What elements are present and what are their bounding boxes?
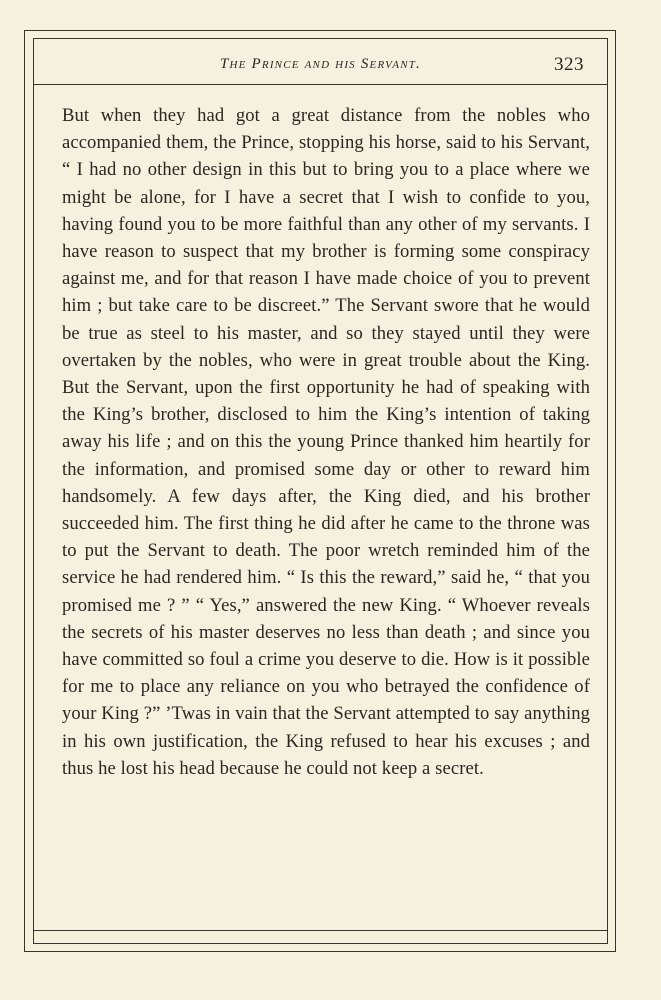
header-rule: [33, 84, 608, 85]
body-text: [62, 102, 590, 782]
page-number: 323: [554, 54, 584, 75]
paragraph: But when they had got a great distance from the nobles who accompanied them, the Prince, stopping his horse, said to his Servant, “ I had no other design in this but to bring you to a place where we might be alone, for I have a secret that I wish to confide to you, having found you to be more faithful than any other of my servants. I have reason to suspect that my brother is forming some conspiracy against me, and for that reason I have made choice of you to prevent him ; but take care to be discreet.” The Servant swore that he would be true as steel to his master, and so they stayed until they were overtaken by the nobles, who were in great trouble about the King. But the Servant, upon the first opportunity he had of speaking with the King’s brother, disclosed to him the King’s intention of taking away his life ; and on this the young Prince thanked him heartily for the information, and promised some day or other to reward him handsomely. A few days after, the King died, and his brother succeeded him. The first thing he did after he came to the throne was to put the Servant to death. The poor wretch reminded him of the service he had rendered him. “ Is this the reward,” said he, “ that you promised me ? ” “ Yes,” answered the new King. “ Whoever reveals the secrets of his master deserves no less than death ; and since you have committed so foul a crime you deserve to die. How is it possible for me to place any reliance on you who betrayed the confidence of your King ?” ’Twas in vain that the Servant attempted to say anything in his own justification, the King refused to hear his excuses ; and thus he lost his head because he could not keep a secret.: [62, 105, 590, 779]
running-head: [33, 52, 608, 78]
footer-rule: [33, 930, 608, 931]
running-title: The Prince and his Servant.: [219, 56, 422, 72]
